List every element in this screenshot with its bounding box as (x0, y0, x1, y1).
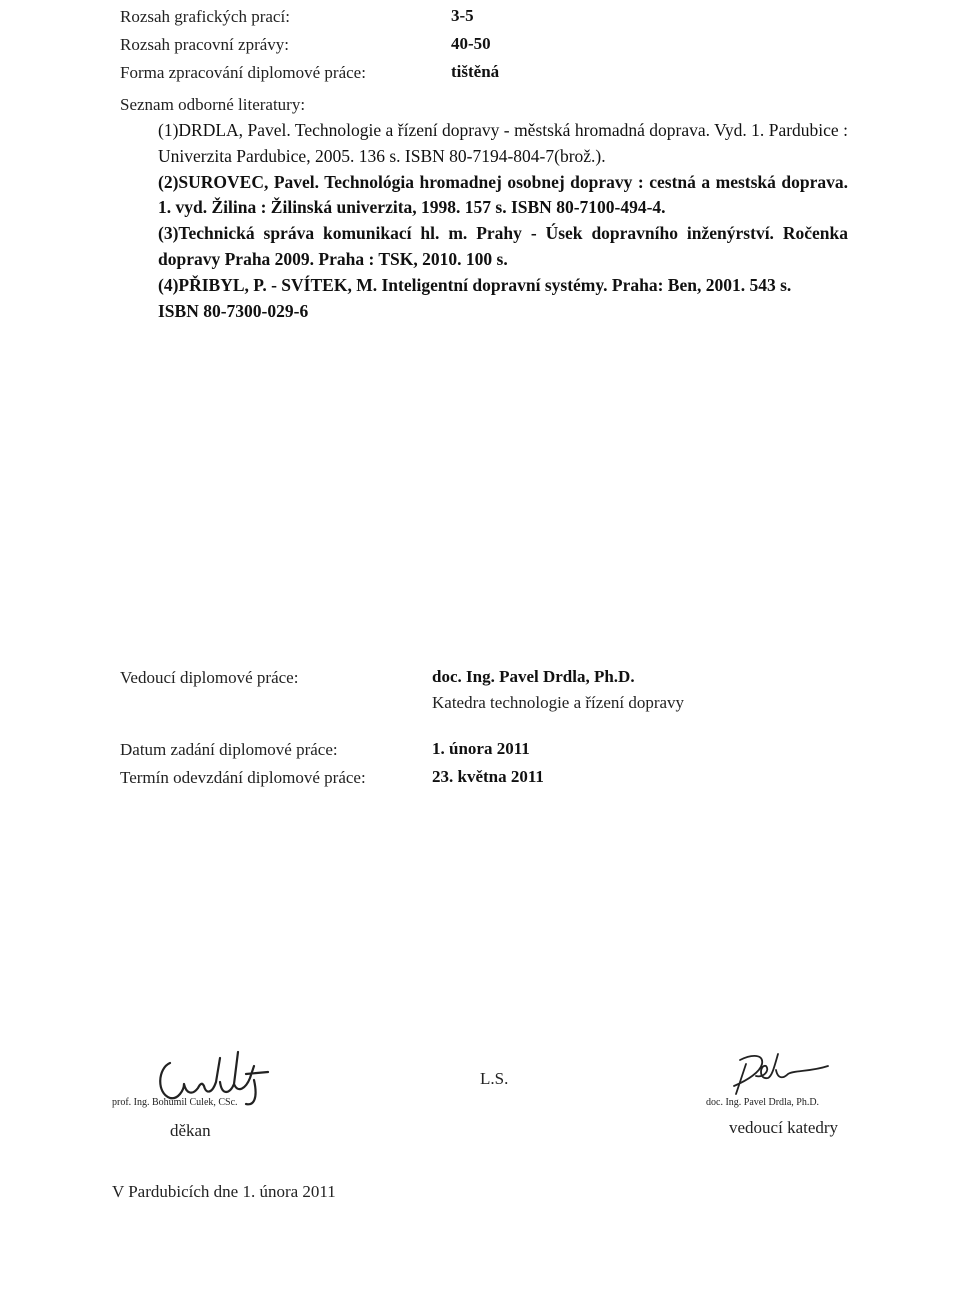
supervisor-department: Katedra technologie a řízení dopravy (432, 693, 685, 712)
place-and-date: V Pardubicích dne 1. února 2011 (112, 1182, 336, 1201)
head-name: doc. Ing. Pavel Drdla, Ph.D. (706, 1097, 820, 1108)
report-scope-value: 40-50 (451, 34, 491, 53)
head-role: vedoucí katedry (729, 1118, 839, 1137)
dean-name: prof. Ing. Bohumil Culek, CSc. (112, 1097, 238, 1108)
literature-list (158, 118, 848, 324)
supervisor-name: doc. Ing. Pavel Drdla, Ph.D. (432, 667, 635, 686)
assignment-date-label: Datum zadání diplomové práce: (120, 740, 338, 759)
literature-item: (3)Technická správa komunikací hl. m. Prahy - Úsek dopravního inženýrství. Ročenka dopravy Praha 2009. Praha : TSK, 2010. 100 s. (158, 223, 848, 269)
report-scope-label: Rozsah pracovní zprávy: (120, 35, 289, 54)
seal-mark: L.S. (480, 1069, 509, 1088)
thesis-form-value: tištěná (451, 62, 500, 81)
graphics-scope-value: 3-5 (451, 6, 474, 25)
literature-item: (4)PŘIBYL, P. - SVÍTEK, M. Inteligentní dopravní systémy. Praha: Ben, 2001. 543 s. (158, 274, 792, 295)
head-handwritten-signature (700, 1040, 840, 1100)
thesis-form-label: Forma zpracování diplomové práce: (120, 63, 366, 82)
submission-date-label: Termín odevzdání diplomové práce: (120, 768, 366, 787)
graphics-scope-label: Rozsah grafických prací: (120, 7, 290, 26)
assignment-date-value: 1. února 2011 (432, 739, 530, 758)
dean-role: děkan (170, 1121, 211, 1140)
literature-item: ISBN 80-7300-029-6 (158, 300, 309, 321)
submission-date-value: 23. května 2011 (432, 767, 544, 786)
literature-heading: Seznam odborné literatury: (120, 95, 306, 114)
supervisor-label: Vedoucí diplomové práce: (120, 668, 299, 687)
literature-item: (1)DRDLA, Pavel. Technologie a řízení dopravy - městská hromadná doprava. Vyd. 1. Pardubice : Univerzita Pardubice, 2005. 136 s. ISBN 80-7194-804-7(brož.). (158, 120, 848, 166)
literature-item: (2)SUROVEC, Pavel. Technológia hromadnej osobnej dopravy : cestná a mestská doprava. 1. vyd. Žilina : Žilinská univerzita, 1998. 157 s. ISBN 80-7100-494-4. (158, 171, 848, 218)
